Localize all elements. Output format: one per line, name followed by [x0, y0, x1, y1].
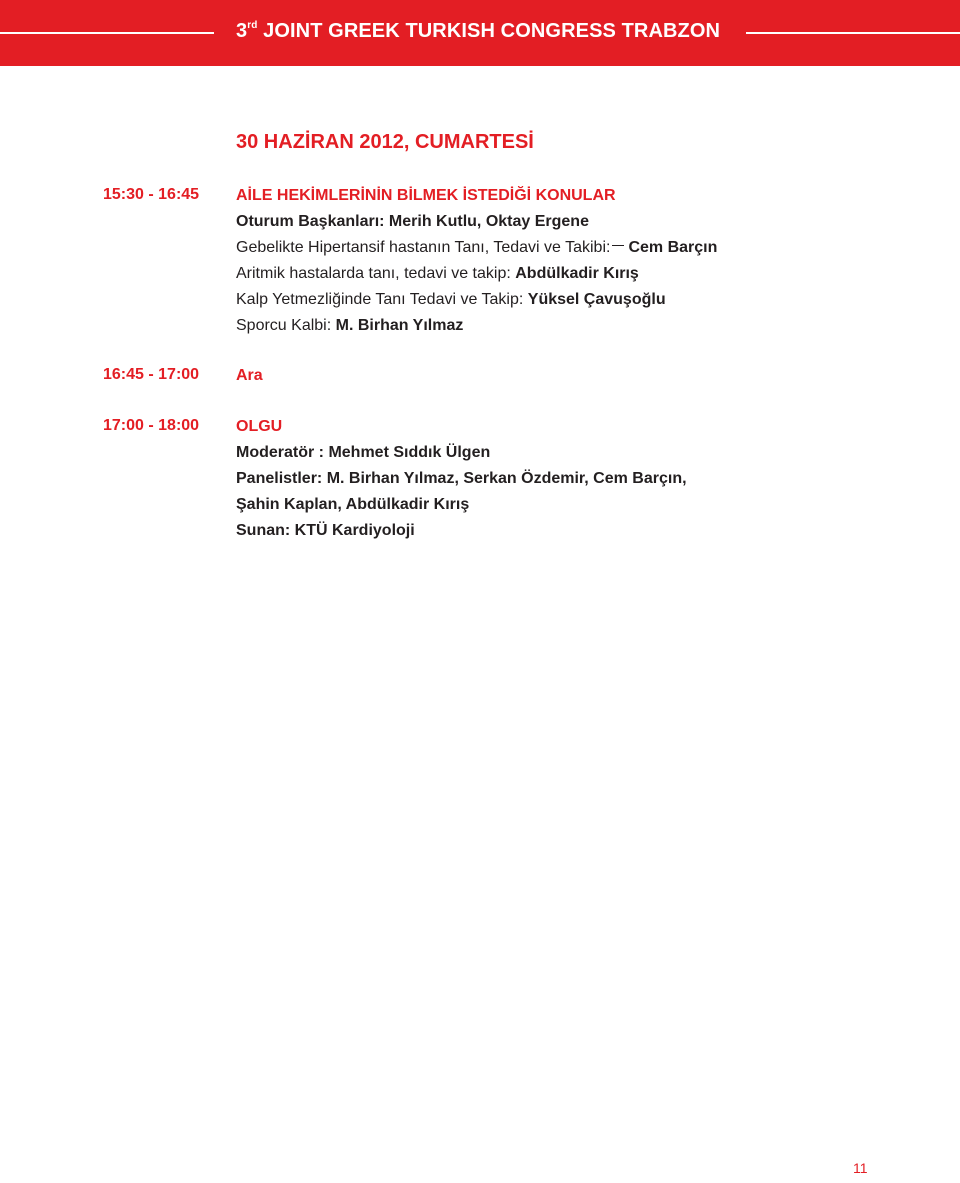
talk-topic: Kalp Yetmezliğinde Tanı Tedavi ve Takip: [236, 291, 524, 308]
program-date: 30 HAZİRAN 2012, CUMARTESİ [236, 131, 534, 153]
talk-item [236, 316, 936, 342]
session-chairs: Oturum Başkanları: Merih Kutlu, Oktay Ergene [236, 213, 589, 230]
header-banner [0, 0, 960, 66]
session-title: Ara [236, 367, 263, 384]
talk-speaker: Abdülkadir Kırış [515, 265, 639, 282]
talk-topic: Gebelikte Hipertansif hastanın Tanı, Tedavi ve Takibi: [236, 239, 611, 256]
talk-speaker: Cem Barçın [628, 239, 718, 256]
session-content [236, 417, 936, 547]
banner-left-rule [0, 32, 214, 34]
session-title: OLGU [236, 418, 283, 435]
banner-right-rule [746, 32, 960, 34]
talk-topic: Sporcu Kalbi: [236, 317, 332, 334]
session-line: Panelistler: M. Birhan Yılmaz, Serkan Özdemir, Cem Barçın, [236, 470, 687, 487]
page-number: 11 [853, 1160, 868, 1176]
session-line: Moderatör : Mehmet Sıddık Ülgen [236, 444, 491, 461]
talk-topic: Aritmik hastalarda tanı, tedavi ve takip: [236, 265, 511, 282]
session-line: Şahin Kaplan, Abdülkadir Kırış [236, 496, 470, 513]
session-content [236, 186, 936, 342]
session-content [236, 366, 936, 392]
congress-title: 3rd JOINT GREEK TURKISH CONGRESS TRABZON [236, 20, 721, 42]
session-title: AİLE HEKİMLERİNİN BİLMEK İSTEDİĞİ KONULAR [236, 187, 616, 204]
session-time: 17:00 - 18:00 [103, 417, 200, 434]
talk-item [236, 290, 936, 316]
dash-separator [612, 245, 624, 246]
session-time: 16:45 - 17:00 [103, 366, 200, 383]
talk-item [236, 238, 936, 264]
talk-speaker: Yüksel Çavuşoğlu [527, 291, 666, 308]
session-line: Sunan: KTÜ Kardiyoloji [236, 522, 415, 539]
talk-item [236, 264, 936, 290]
talk-speaker: M. Birhan Yılmaz [335, 317, 464, 334]
session-time: 15:30 - 16:45 [103, 186, 200, 203]
